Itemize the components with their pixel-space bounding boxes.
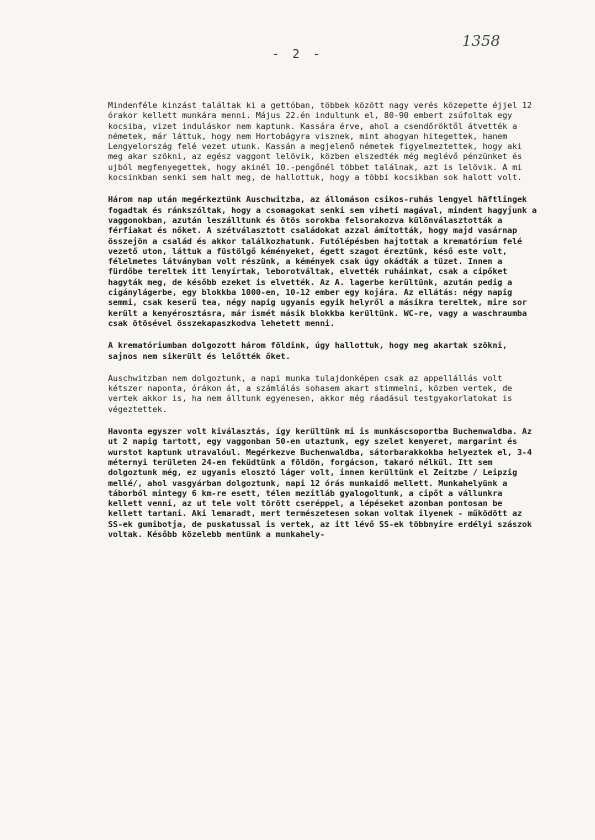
- paragraph-buchenwald-zeitz: Havonta egyszer volt kiválasztás, így kerültünk mi is munkáscsoportba Buchenwaldba. Az ut 2 napig tartott, egy vaggonban 50-en utaztunk, egy szelet kenyeret, margarint és wurstot kaptunk utravalóul. Megérkezve Buchenwaldba, sátorbarakkokba helyeztek el, 3-4 méternyi területen 24-en feküdtünk a földön, forgácson, takaró nélkül. Itt sem dolgoztunk még, ez ugyanis elosztó láger volt, innen kerültünk el Zeitzbe / Leipzig mellé/, ahol vasgyárban dolgoztunk, napi 12 órás munkaidő mellett. Munkahelyünk a táborból mintegy 6 km-re esett, télen mezitláb gyalogoltunk, a cipőt a vállunkra kellett venni, az ut tele volt törött cseréppel, a lépéseket azonban pontosan be kellett tartani. Aki lemaradt, mert természetesen sokan voltak ilyenek - működött az SS-ek gumibotja, de puskatussal is vertek, az itt lévő SS-ek többnyire erdélyi szászok voltak. Később közelebb mentünk a munkahely-: [108, 426, 537, 539]
- paragraph-roll-call: Auschwitzban nem dolgoztunk, a napi munka tulajdonképen csak az appellállás volt kétszer naponta, órákon át, a számlálás sohasem akart stimmelni, közben vertek, de vertek akkor is, ha nem álltunk egyenesen, akkor még ráadásul testgyakorlatokat is végeztettek.: [108, 372, 518, 414]
- body-text: [108, 100, 540, 548]
- paragraph-auschwitz-arrival: Három nap után megérkeztünk Auschwitzba, az állomáson csikos-ruhás lengyel häftlingek fogadtak és ránkszóltak, hogy a csomagokat senki sem viheti magával, mindent hagyjunk a vaggonokban, azután leszálltunk és ötös sorokba felsorakozva különválasztották a férfiakat és nőket. A szétválasztott családokat azzal ámították, hogy majd vasárnap összejön a család és akkor találkozhatunk. Futólépésben hajtottak a krematórium felé vezető uton, láttuk a füstölgő kéményeket, égett szagot éreztünk, késő este volt, félelmetes látványban volt részünk, a kémények csak úgy okádták a tüzet. Innen a fürdőbe tereltek itt lenyírtak, leborotváltak, elvették ruháinkat, csak a cipőket hagyták meg, de később ezeket is elvették. Az A. lagerbe kerültünk, azután pedig a cigánylágerbe, egy blokkba 1000-en, 10-12 ember egy kojára. Az ellátás: négy napig semmi, csak keserű tea, négy napig ugyanis egyik helyről a másikra tereltek, mire sor került a kenyérosztásra, már ismét másik blokkba kerültünk. WC-re, vagy a waschraumba csak ötösével összekapaszkodva lehetett menni.: [108, 194, 542, 328]
- paragraph-crematorium: A krematóriumban dolgozott három földink, úgy hallottuk, hogy meg akartak szökni, sajnos nem sikerült és lelőtték őket.: [108, 340, 513, 361]
- paragraph-ghetto-deportation: Mindenféle kinzást találtak ki a gettóban, többek között nagy verés közepette éjjel 12 órakor kellett munkára menni. Május 22.én indultunk el, 80-90 embert zsúfoltak egy kocsiba, vizet induláskor nem kaptunk. Kassára érve, ahol a csendőröktől átvették a németek, már láttuk, hogy nem Hortobágyra visznek, mint ahogyan hitegettek, hanem Lengyelország felé vezet utunk. Kassán a megjelenő németek figyelmeztettek, hogy aki meg akar szökni, az egész vaggont lelövik, közben elszedték még meglévő pénzünket és ujból megfenyegettek, hogy akinél 10.-pengőnél többet találnak, azt is lelövik. A mi kocsinkban senki sem halt meg, de hallottuk, hogy a többi kocsikban sok halott volt.: [108, 100, 537, 183]
- archive-number: 1358: [462, 32, 501, 50]
- page-number: - 2 -: [271, 47, 324, 61]
